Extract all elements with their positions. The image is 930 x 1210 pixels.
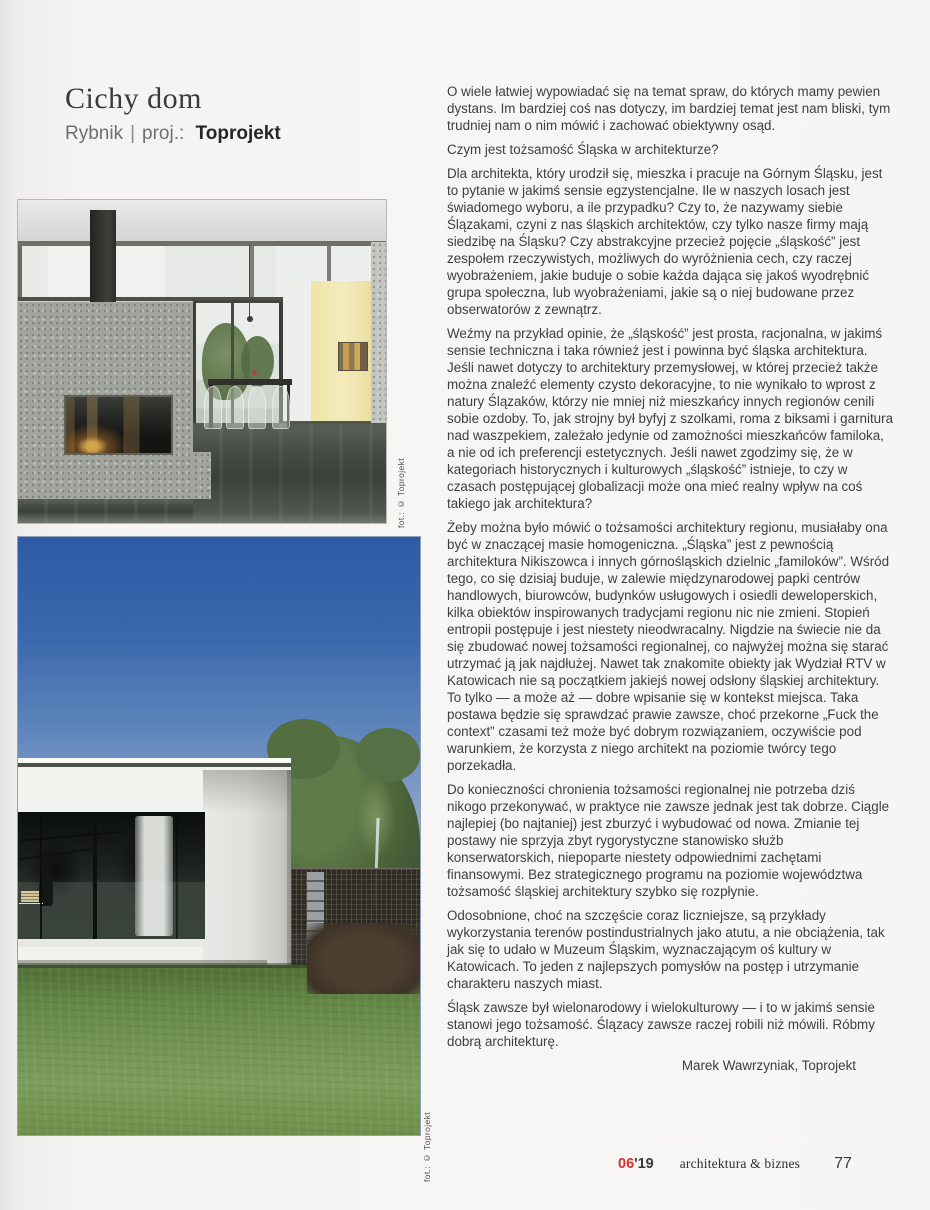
corner-wall-shape	[371, 242, 386, 445]
chair-shape	[226, 386, 244, 430]
article-paragraph: Weźmy na przykład opinie, że „śląskość” jest prosta, racjonalna, w jakimś sensie techniczna i taka również jest i powinna być śląska architektura. Jeśli nawet dotyczy to architektury przemysłowej, w której przecież także można znaleźć elementy czysto dekoracyjne, to nie wynikało to wprost z natury Ślązaków, którzy nie mniej niż mieszkańcy innych regionów cenili sobie ozdoby. To, jak strojny był byfyj z szolkami, roma z biksami i garnitura nad waszpekiem, zależało jedynie od zamożności mieszkańców familoka, a nie od ich preferencji estetycznych. Jeśli nawet zgodzimy się, że w kategoriach historycznych i kulturowych „śląskość” istnieje, to czy w czasach postępującej globalizacji może ona mieć realny wpływ na coś takiego jak architektura?	[447, 326, 894, 511]
issue-number	[618, 1156, 654, 1172]
author-byline: Marek Wawrzyniak, Toprojekt	[681, 1058, 856, 1073]
roof-shadow-shape	[18, 763, 291, 767]
porch-edge-shape	[287, 770, 291, 964]
article-paragraph: Żeby można było mówić o tożsamości architektury regionu, musiałaby ona być w znaczącej masie homogeniczna. „Śląska” jest z pewnością architektura Nikiszowca i innych górnośląskich dzielnic „familoków”. Wśród tego, co się dzisiaj buduje, w zalewie międzynarodowej papki centrów handlowych, biurowców, budynków usługowych i osiedli deweloperskich, kilka obiektów inspirowanych tradycjami regionu nic nie zmieni. Stopień entropii postępuje i jest niestety nieodwracalny. Nigdzie na świecie nie da się zbudować nowej tożsamości regionalnej, co najwyżej można się starać utrzymać ją jak najdłużej. Nawet tak znakomite obiekty jak Wydział RTV w Katowicach nie są początkiem jakiejś nowej odsłony śląskiej architektury. To tylko — a może aż — dobre wpisanie się w kontekst miejsca. Taka postawa będzie się sprawdzać prawie zawsze, choć przekorne „Fuck the context” czasami też może być dobrym rozwiązaniem, oczywiście pod warunkiem, że korzysta z niego architekt na poziomie twórcy tego porzekadła.	[447, 520, 890, 773]
ceiling-shape	[18, 200, 386, 242]
page-title: Cichy dom	[65, 82, 202, 115]
tree-crown-shape	[356, 728, 420, 782]
article-header	[65, 82, 281, 145]
article-subtitle	[65, 123, 281, 145]
magazine-name: architektura & biznes	[679, 1156, 801, 1171]
window-frame-shape	[93, 812, 97, 939]
desk-books-shape	[21, 891, 40, 902]
house-base-shadow-shape	[18, 960, 267, 965]
floor-shape	[193, 423, 386, 523]
photo-credit: fot.: © Toprojekt	[396, 457, 406, 528]
location-label: Rybnik	[65, 123, 124, 144]
fireplace-insert-shape	[64, 395, 173, 455]
pendant-lamp-cord-shape	[249, 244, 250, 318]
chair-shape	[272, 386, 290, 430]
window-mullion-shape	[18, 246, 22, 298]
red-object-shape	[252, 370, 257, 375]
window-mullion-shape	[250, 246, 254, 298]
page-number: 77	[834, 1155, 852, 1172]
article-paragraph: Czym jest tożsamość Śląska w architekturze?	[447, 142, 719, 157]
article-paragraph: Odosobnione, choć na szczęście coraz liczniejsze, są przykłady wykorzystania terenów postindustrialnych jako atutu, a nie obciążenia, tak jak się to udało w Muzeum Śląskim, wyznaczającym oś kultury w Katowicach. To jeden z najlepszych pomysłów na postęp i utrzymanie charakteru naszych miast.	[447, 908, 885, 991]
window-frame-shape	[176, 812, 178, 939]
article-paragraph: Śląsk zawsze był wielonarodowy i wielokulturowy — i to w jakimś sensie stanowi jego tożsamość. Ślązacy zawsze raczej robili niż mówili. Róbmy dobrą architekturę.	[447, 1000, 875, 1049]
window-frame-shape	[40, 812, 42, 939]
bushes-shape	[307, 923, 420, 995]
chair-shape	[248, 386, 266, 430]
exterior-photo	[17, 536, 421, 1136]
chimney-shape	[90, 210, 116, 302]
article-paragraph: O wiele łatwiej wypowiadać się na temat spraw, do których mamy pewien dystans. Im bardziej coś nas dotyczy, im bardziej temat jest nam bliski, tym trudniej nam o nim mówić i zachować obiektywny osąd.	[447, 84, 891, 133]
issue-month: 06	[618, 1156, 635, 1172]
glass-frame-shape	[193, 300, 283, 303]
article-paragraph: Do konieczności chronienia tożsamości regionalnej nie potrzeba dziś nikogo przekonywać, w praktyce nie zawsze jednak jest tak dobrze. Ciągle najlepiej (bo najtaniej) jest zburzyć i wybudować od nowa. Zmianie tej postawy nie sprzyja zbyt rygorystyczne stanowisko służb konserwatorskich, niepoparte niestety odpowiednimi zachętami finansowymi. Bez strategicznego programu na poziomie województwa tożsamość śląskiej architektury szybko się rozpłynie.	[447, 782, 890, 899]
floor-highlight-shape	[18, 512, 386, 523]
concrete-step-shape	[193, 452, 211, 499]
page-footer	[618, 1155, 852, 1173]
wall-base-shape	[283, 421, 371, 424]
project-firm-name: Toprojekt	[195, 123, 281, 144]
issue-year: '19	[634, 1156, 654, 1172]
project-label: proj.:	[142, 123, 185, 144]
curtain-shape	[135, 816, 173, 936]
photo-credit: fot.: © Toprojekt	[422, 1111, 432, 1182]
window-sill-shape	[18, 939, 207, 946]
window-band-shape	[18, 812, 205, 939]
dining-table-shape	[208, 379, 293, 385]
interior-photo	[17, 199, 387, 524]
subtitle-separator: |	[130, 123, 136, 144]
article-body	[447, 83, 894, 1074]
article-paragraph: Dla architekta, który urodził się, mieszka i pracuje na Górnym Śląsku, jest to pytanie w jakimś sensie egzystencjalne. Ile w naszych losach jest świadomego wyboru, a ile przypadku? Czy to, że nazywamy siebie Ślązakami, czyni z nas śląskich architektów, czy tylko nasze firmy mają siedzibę na Śląsku? Czy abstrakcyjne przecież pojęcie „śląskość” jest zespołem rzeczywistych, możliwych do wyróżnienia cech, czy raczej wyobrażeniem, jakie buduje o sobie każda dająca się jakoś wyodrębnić grupa społeczna, lub wyobrażeniami, jakie są o niej budowane przez obserwatorów z zewnątrz.	[447, 166, 883, 317]
porch-recess-shape	[203, 770, 291, 964]
chair-shape	[204, 386, 222, 430]
artwork-shape	[338, 342, 367, 371]
